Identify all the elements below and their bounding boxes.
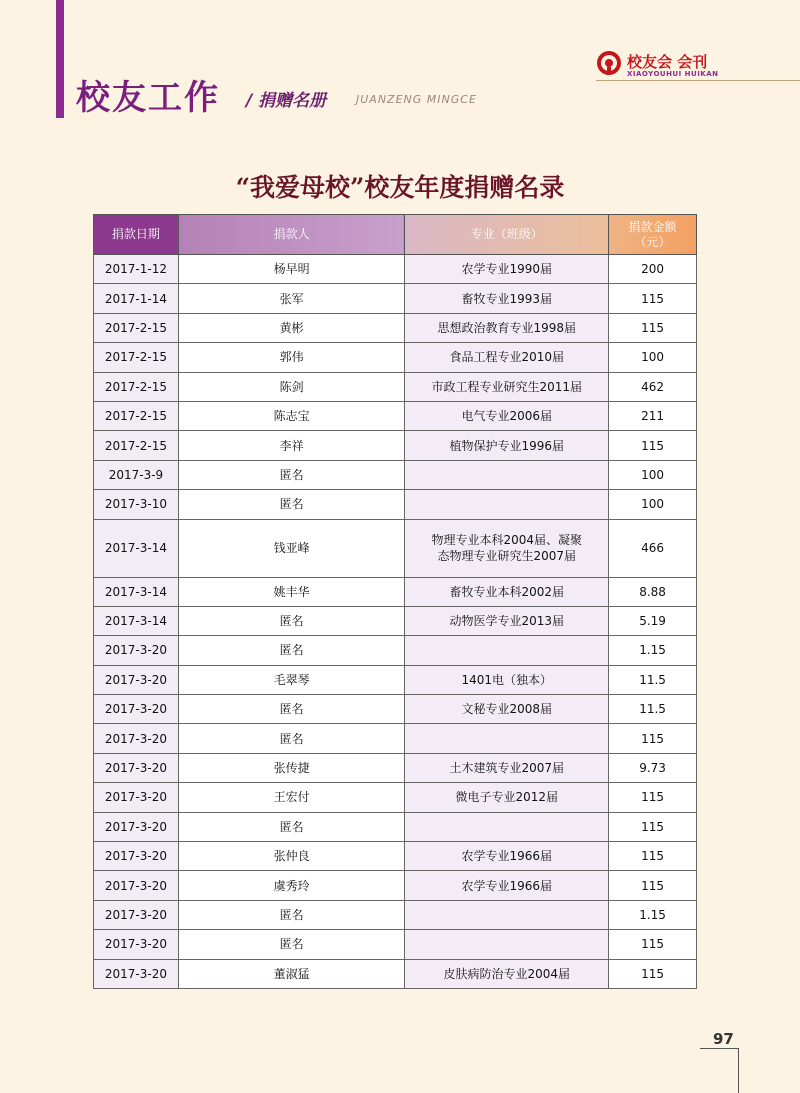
donor-cell: 陈志宝 [178,401,405,430]
amount-cell: 115 [609,842,697,871]
date-cell: 2017-2-15 [94,313,179,342]
section-title: 校友工作 [76,78,220,118]
amount-cell: 115 [609,812,697,841]
donor-cell: 匿名 [178,460,405,489]
table-row [94,284,697,313]
donor-cell: 匿名 [178,490,405,519]
major-cell: 动物医学专业2013届 [405,606,609,635]
table-row [94,783,697,812]
journal-name: 校友会 会刊 [627,53,708,71]
donor-cell: 虞秀玲 [178,871,405,900]
table-row [94,871,697,900]
major-cell [405,724,609,753]
amount-cell: 115 [609,313,697,342]
major-cell: 农学专业1966届 [405,871,609,900]
major-cell: 农学专业1966届 [405,842,609,871]
date-cell: 2017-3-20 [94,724,179,753]
major-cell: 文秘专业2008届 [405,695,609,724]
date-cell: 2017-3-20 [94,959,179,988]
amount-cell: 1.15 [609,636,697,665]
major-cell: 微电子专业2012届 [405,783,609,812]
major-cell: 农学专业1990届 [405,255,609,284]
page-number-rule [700,1048,739,1049]
table-row [94,842,697,871]
table-row [94,606,697,635]
amount-cell: 115 [609,431,697,460]
major-cell [405,460,609,489]
header-rule [596,80,800,81]
donor-cell: 钱亚峰 [178,519,405,577]
donor-cell: 王宏付 [178,783,405,812]
major-cell: 土木建筑专业2007届 [405,753,609,782]
table-row [94,372,697,401]
major-cell: 食品工程专业2010届 [405,343,609,372]
table-row [94,812,697,841]
date-cell: 2017-3-20 [94,842,179,871]
date-cell: 2017-3-20 [94,900,179,929]
amount-cell: 115 [609,284,697,313]
date-cell: 2017-3-20 [94,665,179,694]
table-row [94,724,697,753]
date-cell: 2017-1-12 [94,255,179,284]
major-cell [405,930,609,959]
date-cell: 2017-1-14 [94,284,179,313]
amount-cell: 9.73 [609,753,697,782]
major-cell: 电气专业2006届 [405,401,609,430]
donor-cell: 张军 [178,284,405,313]
page-number: 97 [713,1030,734,1048]
column-header-major: 专业（班级） [405,215,609,255]
major-cell: 植物保护专业1996届 [405,431,609,460]
donor-cell: 董淑猛 [178,959,405,988]
date-cell: 2017-2-15 [94,431,179,460]
donor-cell: 匿名 [178,724,405,753]
donor-cell: 匿名 [178,606,405,635]
accent-bar [56,0,64,118]
major-cell [405,812,609,841]
date-cell: 2017-3-20 [94,695,179,724]
amount-cell: 462 [609,372,697,401]
table-header-row [94,215,697,255]
date-cell: 2017-3-20 [94,930,179,959]
date-cell: 2017-3-10 [94,490,179,519]
table-row [94,343,697,372]
amount-cell: 115 [609,959,697,988]
date-cell: 2017-2-15 [94,343,179,372]
major-cell: 思想政治教育专业1998届 [405,313,609,342]
table-row [94,636,697,665]
table-row [94,665,697,694]
journal-name-en: XIAOYOUHUI HUIKAN [627,70,719,78]
amount-cell: 5.19 [609,606,697,635]
amount-cell: 11.5 [609,665,697,694]
major-cell [405,636,609,665]
donor-cell: 匿名 [178,900,405,929]
date-cell: 2017-3-20 [94,753,179,782]
table-row [94,431,697,460]
table-row [94,959,697,988]
column-header-donor: 捐款人 [178,215,405,255]
date-cell: 2017-3-20 [94,812,179,841]
amount-cell: 115 [609,871,697,900]
date-cell: 2017-3-20 [94,871,179,900]
date-cell: 2017-3-14 [94,577,179,606]
table-row [94,401,697,430]
table-row [94,255,697,284]
amount-cell: 100 [609,343,697,372]
amount-cell: 11.5 [609,695,697,724]
donor-cell: 匿名 [178,695,405,724]
amount-cell: 200 [609,255,697,284]
column-header-date: 捐款日期 [94,215,179,255]
section-subtitle-en: JUANZENG MINGCE [356,93,477,106]
table-row [94,460,697,489]
date-cell: 2017-2-15 [94,401,179,430]
donor-cell: 陈剑 [178,372,405,401]
major-cell: 物理专业本科2004届、凝聚态物理专业研究生2007届 [405,519,609,577]
major-cell: 皮肤病防治专业2004届 [405,959,609,988]
donor-cell: 黄彬 [178,313,405,342]
document-title: “我爱母校”校友年度捐赠名录 [235,173,565,202]
page-number-rule-vertical [738,1048,739,1093]
table-row [94,695,697,724]
column-header-amount: 捐款金额 （元） [609,215,697,255]
table-row [94,519,697,577]
table-row [94,930,697,959]
table-row [94,313,697,342]
major-cell: 1401电（独本） [405,665,609,694]
amount-cell: 115 [609,783,697,812]
donor-cell: 姚丰华 [178,577,405,606]
amount-cell: 100 [609,490,697,519]
section-subtitle: / 捐赠名册 [246,91,327,111]
amount-cell: 1.15 [609,900,697,929]
donor-cell: 李祥 [178,431,405,460]
donor-cell: 张传捷 [178,753,405,782]
donor-cell: 匿名 [178,812,405,841]
amount-cell: 115 [609,724,697,753]
donor-cell: 匿名 [178,930,405,959]
date-cell: 2017-3-14 [94,519,179,577]
major-cell: 畜牧专业1993届 [405,284,609,313]
table-body [94,255,697,989]
major-cell [405,900,609,929]
major-cell: 畜牧专业本科2002届 [405,577,609,606]
amount-cell: 466 [609,519,697,577]
donor-cell: 郭伟 [178,343,405,372]
amount-cell: 8.88 [609,577,697,606]
date-cell: 2017-2-15 [94,372,179,401]
alumni-logo-icon [596,50,622,76]
donor-cell: 杨早明 [178,255,405,284]
table-row [94,490,697,519]
amount-cell: 211 [609,401,697,430]
donor-cell: 张仲良 [178,842,405,871]
date-cell: 2017-3-9 [94,460,179,489]
date-cell: 2017-3-14 [94,606,179,635]
table-row [94,577,697,606]
table-row [94,753,697,782]
major-cell: 市政工程专业研究生2011届 [405,372,609,401]
major-cell [405,490,609,519]
date-cell: 2017-3-20 [94,783,179,812]
donor-cell: 匿名 [178,636,405,665]
donation-table [93,214,697,989]
date-cell: 2017-3-20 [94,636,179,665]
donor-cell: 毛翠琴 [178,665,405,694]
table-row [94,900,697,929]
amount-cell: 115 [609,930,697,959]
amount-cell: 100 [609,460,697,489]
